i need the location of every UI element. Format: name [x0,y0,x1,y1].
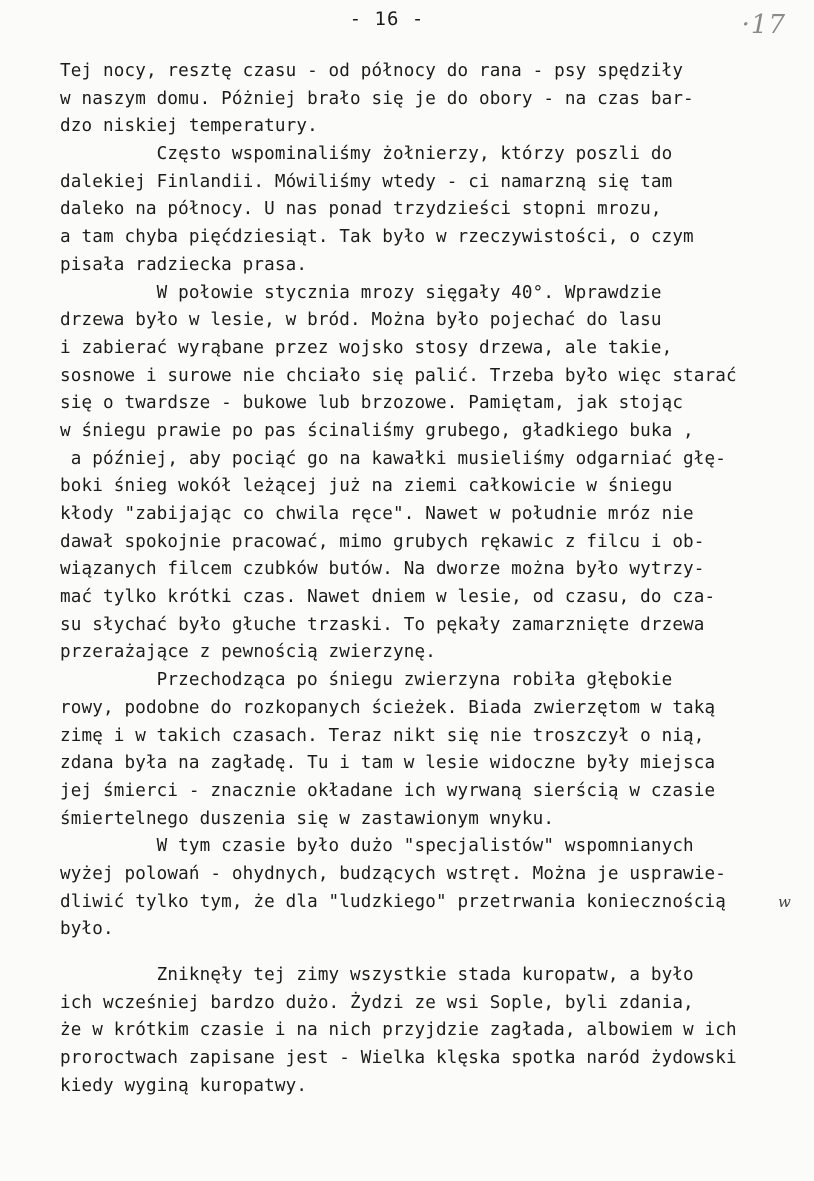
text-line: dalekiej Finlandii. Mówiliśmy wtedy - ci namarzną się tam [60,171,673,192]
text-line: w śniegu prawie po pas ścinaliśmy grubego, gładkiego buka , [60,420,694,441]
text-line: wiązanych filcem czubków butów. Na dworze można było wytrzy- [60,559,705,580]
text-line: w naszym domu. Póżniej brało się je do obory - na czas bar- [60,88,694,109]
text-line: pisała radziecka prasa. [60,254,308,275]
text-line: daleko na północy. U nas ponad trzydzieści stopni mrozu, [60,199,662,220]
margin-handwritten-note: w [778,893,791,911]
text-line: a tam chyba pięćdziesiąt. Tak było w rzeczywistości, o czym [60,227,694,248]
text-line: jej śmierci - znacznie okładane ich wyrwaną sierścią w czasie [60,780,716,801]
handwritten-page-number: ·17 [741,10,786,40]
text-line: sosnowe i surowe nie chciało się palić. Trzeba było więc starać [60,365,737,386]
page-number: - 16 - [349,8,425,30]
text-line: mać tylko krótki czas. Nawet dniem w lesie, od czasu, do cza- [60,587,716,608]
text-line: i zabierać wyrąbane przez wojsko stosy drzewa, ale takie, [60,337,673,358]
text-line: Tej nocy, resztę czasu - od północy do rana - psy spędziły [60,61,684,81]
text-line: W połowie stycznia mrozy sięgały 40°. Wprawdzie [60,282,662,303]
text-line: boki śnieg wokół leżącej już na ziemi całkowicie w śniegu [60,476,673,497]
text-line: Zniknęły tej zimy wszystkie stada kuropatw, a było [60,965,694,985]
text-line: było. [60,919,114,940]
text-line: się o twardsze - bukowe lub brzozowe. Pamiętam, jak stojąc [60,393,684,414]
text-line: su słychać było głuche trzaski. To pękały zamarznięte drzewa [60,614,705,635]
text-line: W tym czasie było dużo "specjalistów" wspomnianych [60,836,694,857]
text-line: dawał spokojnie pracować, mimo grubych rękawic z filcu i ob- [60,531,705,552]
text-line: proroctwach zapisane jest - Wielka klęska spotka naród żydowski [60,1048,737,1069]
text-line: rowy, podobne do rozkopanych ścieżek. Biada zwierzętom w taką [60,697,716,718]
text-line: wyżej polowań - ohydnych, budzących wstręt. Można je usprawie- [60,863,727,884]
text-line: drzewa było w lesie, w bród. Można było pojechać do lasu [60,310,662,331]
text-line: Przechodząca po śniegu zwierzyna robiła głębokie [60,670,673,691]
text-line: kiedy wyginą kuropatwy. [60,1075,308,1096]
text-line: ich wcześniej bardzo dużo. Żydzi ze wsi Sople, byli zdania, [60,992,694,1013]
text-line: zdana była na zagładę. Tu i tam w lesie widoczne były miejsca [60,753,716,774]
text-line: a później, aby pociąć go na kawałki musieliśmy odgarniać głę- [60,448,727,469]
text-line: dliwić tylko tym, że dla "ludzkiego" przetrwania koniecznością [60,891,727,912]
text-line: że w krótkim czasie i na nich przyjdzie zagłada, albowiem w ich [60,1020,737,1041]
text-line: dzo niskiej temperatury. [60,116,318,137]
text-line: przerażające z pewnością zwierzynę. [60,642,436,663]
text-line: kłody "zabijając co chwila ręce". Nawet w południe mróz nie [60,504,694,524]
text-line: zimę i w takich czasach. Teraz nikt się nie troszczył o nią, [60,725,705,746]
text-line: śmiertelnego duszenia się w zastawionym wnyku. [60,808,555,829]
document-body [60,58,760,1100]
text-line: Często wspominaliśmy żołnierzy, którzy poszli do [60,144,673,165]
